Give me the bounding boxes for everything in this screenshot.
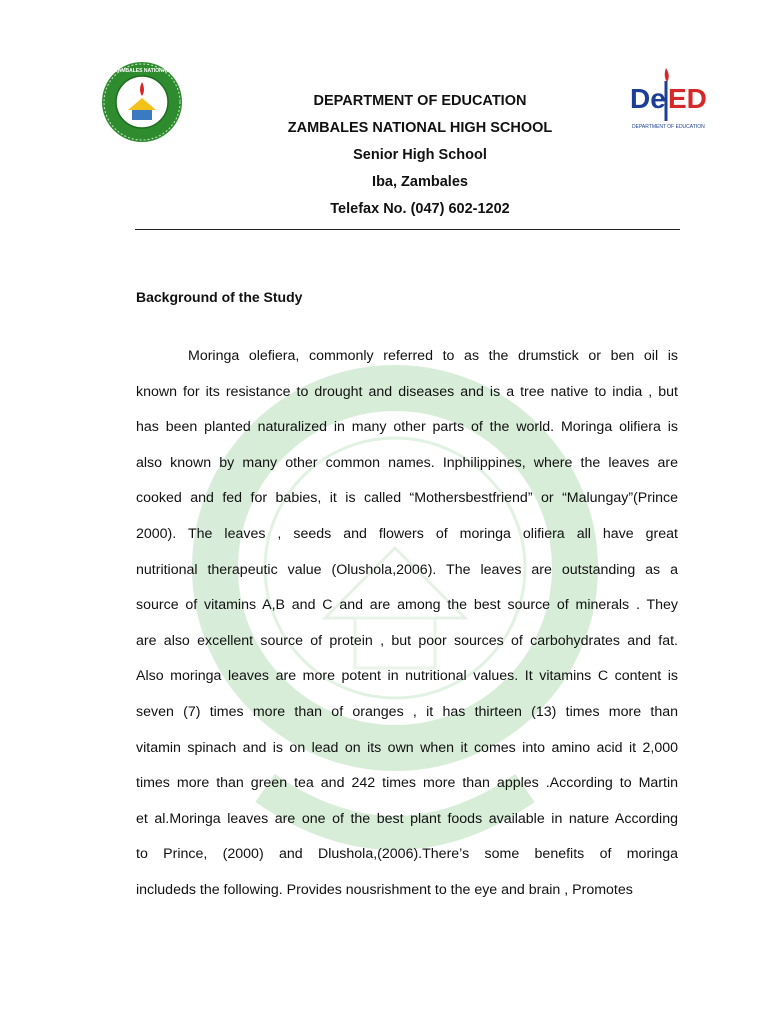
- header-line: Iba, Zambales: [372, 174, 468, 190]
- header-line: ZAMBALES NATIONAL HIGH SCHOOL: [287, 120, 553, 136]
- header-line: Senior High School: [353, 147, 487, 163]
- paragraph-line: includeds the following. Provides nousrishment to the eye and brain , Promotes: [136, 881, 633, 898]
- paragraph-line: times more than green tea and 242 times more than apples .According to Martin: [136, 775, 678, 792]
- paragraph-line: cooked and fed for babies, it is called “Mothersbestfriend” or “Malungay”(Prince: [136, 490, 678, 507]
- paragraph-line: Moringa olefiera, commonly referred to as the drumstick or ben oil is: [188, 348, 678, 364]
- paragraph-line: are also excellent source of protein , but poor sources of carbohydrates and fat.: [136, 632, 678, 649]
- body-paragraph: [136, 344, 678, 914]
- paragraph-line: has been planted naturalized in many other parts of the world. Moringa olifiera is: [136, 419, 678, 436]
- header-line: Telefax No. (047) 602-1202: [330, 201, 510, 217]
- paragraph-line: et al.Moringa leaves are one of the best plant foods available in nature According: [136, 810, 678, 827]
- paragraph-line: also known by many other common names. Inphilippines, where the leaves are: [136, 454, 678, 471]
- svg-text:De: De: [630, 83, 666, 114]
- svg-text:DEPARTMENT OF EDUCATION: DEPARTMENT OF EDUCATION: [632, 124, 705, 130]
- paragraph-line: Also moringa leaves are more potent in nutritional values. It vitamins C content is: [136, 668, 678, 685]
- paragraph-line: nutritional therapeutic value (Olushola,2006). The leaves are outstanding as a: [136, 561, 678, 578]
- header-line: DEPARTMENT OF EDUCATION: [313, 93, 527, 109]
- document-header: [200, 88, 640, 223]
- svg-text:ZAMBALES NATIONAL: ZAMBALES NATIONAL: [114, 68, 170, 74]
- header-divider: [135, 229, 680, 230]
- paragraph-line: seven (7) times more than of oranges , it has thirteen (13) times more than: [136, 703, 678, 720]
- paragraph-line: to Prince, (2000) and Dlushola,(2006).There’s some benefits of moringa: [136, 846, 678, 863]
- paragraph-line: known for its resistance to drought and diseases and is a tree native to india , but: [136, 383, 678, 400]
- paragraph-line: vitamin spinach and is on lead on its own when it comes into amino acid it 2,000: [136, 739, 678, 756]
- svg-text:ED: ED: [668, 83, 707, 114]
- paragraph-line: 2000). The leaves , seeds and flowers of moringa olifiera all have great: [136, 525, 678, 542]
- paragraph-line: source of vitamins A,B and C and are among the best source of minerals . They: [136, 597, 678, 614]
- section-title: Background of the Study: [136, 289, 303, 305]
- school-seal-logo: [100, 60, 184, 144]
